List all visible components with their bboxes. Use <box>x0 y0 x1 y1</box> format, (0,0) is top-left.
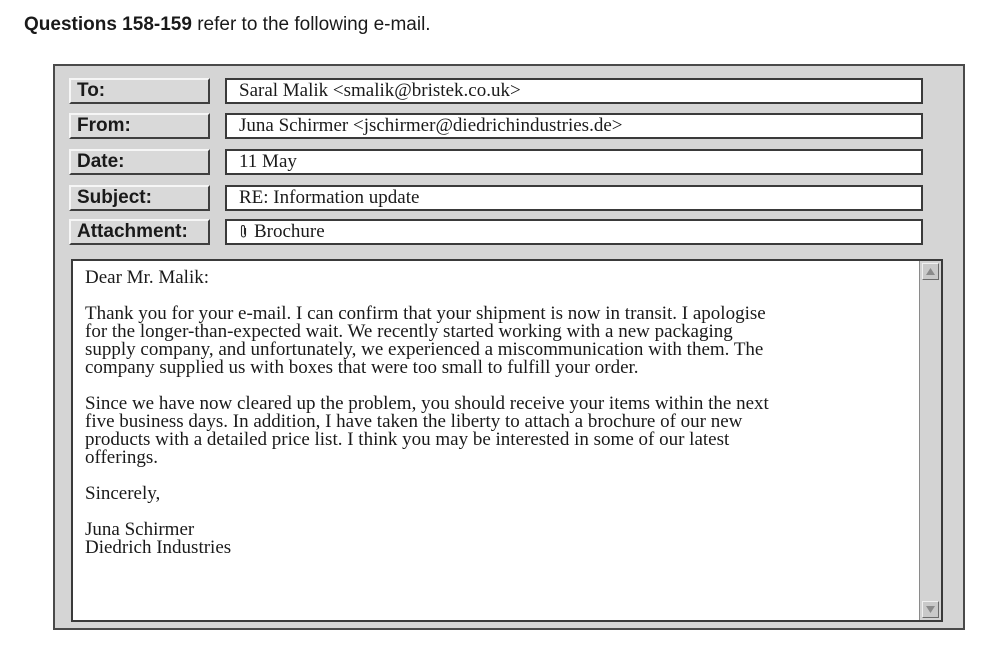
from-label: From: <box>69 113 210 139</box>
message-text <box>85 269 923 557</box>
paragraph-shipment: Thank you for your e-mail. I can confirm that your shipment is now in transit. I apologise for the longer-than-expected wait. We recently started working with a new packaging supply company, and unfortunately, we experienced a miscommunication with them. The company supplied us with boxes that were too small to fulfill your order. <box>85 303 766 378</box>
greeting: Dear Mr. Malik: <box>85 267 210 288</box>
date-field[interactable]: 11 May <box>225 149 923 175</box>
email-window <box>53 64 965 630</box>
vertical-scrollbar[interactable] <box>919 261 941 620</box>
from-field[interactable]: Juna Schirmer <jschirmer@diedrichindustries.de> <box>225 113 923 139</box>
subject-row <box>69 185 923 211</box>
to-row <box>69 78 923 104</box>
question-number: Questions 158-159 <box>24 14 192 35</box>
to-field[interactable]: Saral Malik <smalik@bristek.co.uk> <box>225 78 923 104</box>
triangle-down-icon <box>925 605 936 614</box>
paragraph-brochure: Since we have now cleared up the problem, you should receive your items within the next five business days. In addition, I have taken the liberty to attach a brochure of our new products with a detailed price list. I think you may be interested in some of our latest offerings. <box>85 393 769 468</box>
signature-name: Juna Schirmer <box>85 519 195 540</box>
triangle-up-icon <box>925 267 936 276</box>
to-label: To: <box>69 78 210 104</box>
question-heading <box>24 14 431 36</box>
subject-field[interactable]: RE: Information update <box>225 185 923 211</box>
signature-company: Diedrich Industries <box>85 537 232 558</box>
attachment-field[interactable] <box>225 219 923 245</box>
question-instruction: refer to the following e-mail. <box>191 14 431 35</box>
date-label: Date: <box>69 149 210 175</box>
scroll-up-button[interactable] <box>922 263 939 280</box>
attachment-name[interactable]: Brochure <box>254 221 325 242</box>
paperclip-icon <box>239 223 248 238</box>
closing: Sincerely, <box>85 483 161 504</box>
message-body <box>71 259 943 622</box>
attachment-row <box>69 219 923 245</box>
subject-label: Subject: <box>69 185 210 211</box>
date-row <box>69 149 923 175</box>
attachment-label: Attachment: <box>69 219 210 245</box>
scroll-down-button[interactable] <box>922 601 939 618</box>
from-row <box>69 113 923 139</box>
